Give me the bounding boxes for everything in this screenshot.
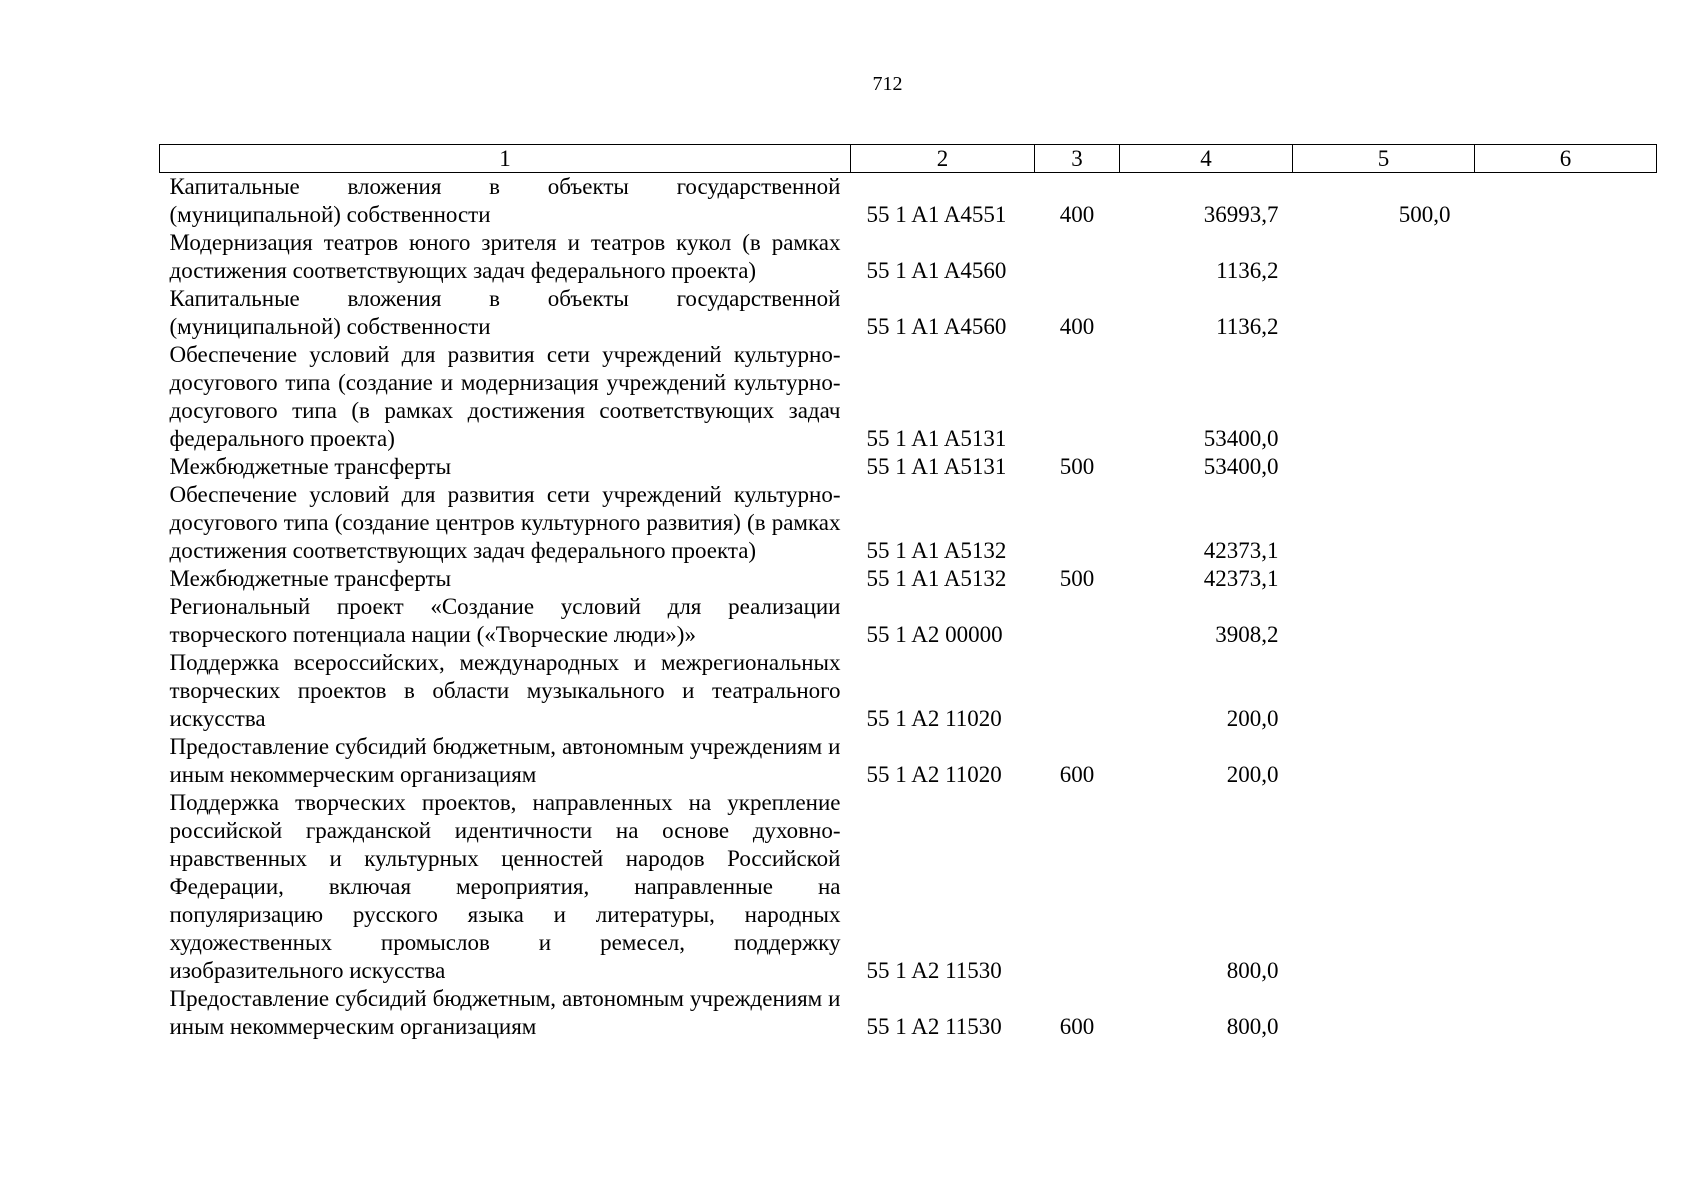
column-header-6: 6 (1475, 145, 1657, 173)
row-amount-col6 (1475, 985, 1657, 1041)
row-amount-col4: 200,0 (1226, 706, 1279, 731)
row-code: 55 1 A2 00000 (866, 622, 1003, 647)
row-amount-col4: 53400,0 (1203, 454, 1279, 479)
row-amount-col4: 800,0 (1226, 958, 1279, 983)
row-name: Предоставление субсидий бюджетным, автономным учреждениям и иным некоммерческим организациям (169, 986, 841, 1039)
table-row (160, 789, 1657, 985)
row-amount-col4: 53400,0 (1203, 426, 1279, 451)
row-amount-col5 (1293, 789, 1475, 985)
row-name: Межбюджетные трансферты (169, 454, 452, 479)
row-amount-col6 (1475, 481, 1657, 565)
row-amount-col5 (1293, 341, 1475, 453)
row-name: Модернизация театров юного зрителя и театров кукол (в рамках достижения соответствующих задач федерального проекта) (169, 230, 841, 283)
row-expense-type: 400 (1059, 314, 1095, 339)
table-row (160, 341, 1657, 453)
row-amount-col5 (1293, 985, 1475, 1041)
table-row (160, 733, 1657, 789)
row-code: 55 1 A1 A5131 (866, 454, 1007, 479)
row-code: 55 1 A1 A4560 (866, 314, 1007, 339)
column-header-1: 1 (160, 145, 851, 173)
row-amount-col4: 36993,7 (1203, 202, 1279, 227)
table-header-row (160, 145, 1657, 173)
row-amount-col5 (1293, 593, 1475, 649)
row-amount-col6 (1475, 173, 1657, 230)
row-code: 55 1 A2 11020 (866, 762, 1002, 787)
column-header-3: 3 (1035, 145, 1120, 173)
row-amount-col4: 800,0 (1226, 1014, 1279, 1039)
row-expense-type: 600 (1059, 1014, 1095, 1039)
row-name: Региональный проект «Создание условий для реализации творческого потенциала нации («Творческие люди»)» (169, 594, 841, 647)
table-row (160, 565, 1657, 593)
row-name: Межбюджетные трансферты (169, 566, 452, 591)
row-amount-col5 (1293, 285, 1475, 341)
row-expense-type: 500 (1059, 454, 1095, 479)
row-expense-type (1035, 789, 1120, 985)
column-header-5: 5 (1293, 145, 1475, 173)
row-code: 55 1 A1 A5132 (866, 566, 1007, 591)
row-amount-col5 (1293, 733, 1475, 789)
row-amount-col5 (1293, 453, 1475, 481)
row-amount-col5: 500,0 (1398, 202, 1451, 227)
table-row (160, 593, 1657, 649)
row-amount-col6 (1475, 453, 1657, 481)
row-code: 55 1 A2 11020 (866, 706, 1002, 731)
row-amount-col6 (1475, 285, 1657, 341)
row-amount-col6 (1475, 593, 1657, 649)
row-code: 55 1 A2 11530 (866, 958, 1002, 983)
row-amount-col4: 200,0 (1226, 762, 1279, 787)
row-amount-col6 (1475, 341, 1657, 453)
row-amount-col4: 3908,2 (1215, 622, 1279, 647)
row-code: 55 1 A1 A5131 (866, 426, 1007, 451)
table-row (160, 985, 1657, 1041)
row-code: 55 1 A1 A4560 (866, 258, 1007, 283)
column-header-2: 2 (851, 145, 1035, 173)
row-expense-type (1035, 481, 1120, 565)
row-name: Капитальные вложения в объекты государственной (муниципальной) собственности (169, 286, 841, 339)
row-amount-col6 (1475, 649, 1657, 733)
page-number: 712 (872, 73, 903, 95)
row-amount-col4: 1136,2 (1216, 314, 1279, 339)
row-expense-type: 400 (1059, 202, 1095, 227)
row-amount-col6 (1475, 733, 1657, 789)
row-amount-col4: 42373,1 (1203, 566, 1279, 591)
row-name: Капитальные вложения в объекты государственной (муниципальной) собственности (169, 174, 841, 227)
table-row (160, 453, 1657, 481)
row-code: 55 1 A1 A5132 (866, 538, 1007, 563)
row-code: 55 1 A2 11530 (866, 1014, 1002, 1039)
row-amount-col6 (1475, 565, 1657, 593)
table-row (160, 173, 1657, 230)
row-name: Поддержка творческих проектов, направленных на укрепление российской гражданской идентичности на основе духовно-нравственных и культурных ценностей народов Российской Федерации, включая мероприятия, направленные на популяризацию русского языка и литературы, народных художественных промыслов и ремесел, поддержку изобразительного искусства (169, 790, 841, 983)
row-amount-col5 (1293, 565, 1475, 593)
table-row (160, 229, 1657, 285)
row-name: Поддержка всероссийских, международных и межрегиональных творческих проектов в области музыкального и театрального искусства (169, 650, 841, 731)
row-expense-type (1035, 593, 1120, 649)
row-name: Обеспечение условий для развития сети учреждений культурно-досугового типа (создание и модернизация учреждений культурно-досугового типа (в рамках достижения соответствующих задач федерального проекта) (169, 342, 841, 451)
row-expense-type (1035, 341, 1120, 453)
row-amount-col6 (1475, 789, 1657, 985)
budget-table (159, 144, 1657, 1041)
row-amount-col5 (1293, 649, 1475, 733)
row-expense-type (1035, 229, 1120, 285)
row-amount-col6 (1475, 229, 1657, 285)
row-expense-type: 500 (1059, 566, 1095, 591)
table-row (160, 285, 1657, 341)
row-name: Обеспечение условий для развития сети учреждений культурно-досугового типа (создание центров культурного развития) (в рамках достижения соответствующих задач федерального проекта) (169, 482, 841, 563)
row-expense-type (1035, 649, 1120, 733)
row-amount-col5 (1293, 481, 1475, 565)
table-row (160, 481, 1657, 565)
row-amount-col4: 1136,2 (1216, 258, 1279, 283)
row-name: Предоставление субсидий бюджетным, автономным учреждениям и иным некоммерческим организациям (169, 734, 841, 787)
row-amount-col5 (1293, 229, 1475, 285)
row-expense-type: 600 (1059, 762, 1095, 787)
column-header-4: 4 (1120, 145, 1293, 173)
table-row (160, 649, 1657, 733)
row-amount-col4: 42373,1 (1203, 538, 1279, 563)
row-code: 55 1 A1 A4551 (866, 202, 1007, 227)
